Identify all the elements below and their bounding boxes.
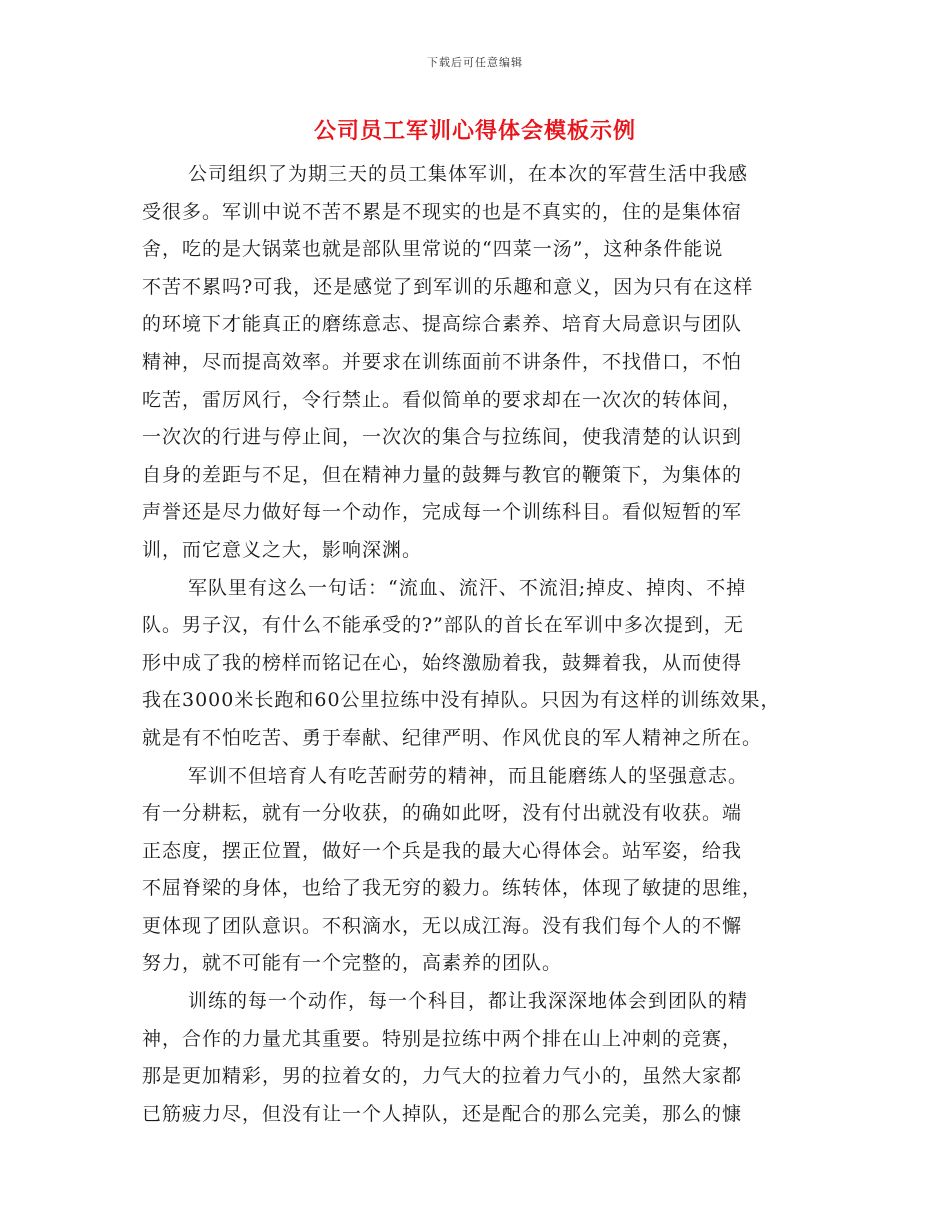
document-title: 公司员工军训心得体会模板示例 bbox=[313, 119, 636, 144]
text-line: 精神，尽而提高效率。并要求在训练面前不讲条件，不找借口，不怕 bbox=[142, 350, 743, 373]
text-line: 自身的差距与不足，但在精神力量的鼓舞与教官的鞭策下，为集体的 bbox=[142, 463, 743, 486]
text-line: 更体现了团队意识。不积滴水，无以成江海。没有我们每个人的不懈 bbox=[142, 914, 743, 937]
text-line: 舍，吃的是大锅菜也就是部队里常说的“四菜一汤”，这种条件能说 bbox=[142, 238, 724, 261]
text-line: 形中成了我的榜样而铭记在心，始终激励着我，鼓舞着我，从而使得 bbox=[142, 651, 743, 674]
text-line: 努力，就不可能有一个完整的，高素养的团队。 bbox=[142, 952, 563, 975]
text-line: 那是更加精彩，男的拉着女的，力气大的拉着力气小的，虽然大家都 bbox=[142, 1065, 743, 1088]
text-line: 声誉还是尽力做好每一个动作，完成每一个训练科目。看似短暂的军 bbox=[142, 501, 743, 524]
text-line: 训练的每一个动作，每一个科目，都让我深深地体会到团队的精 bbox=[188, 990, 749, 1013]
text-line: 队。男子汉，有什么不能承受的?”部队的首长在军训中多次提到，无 bbox=[142, 614, 744, 637]
text-line: 神，合作的力量尤其重要。特别是拉练中两个排在山上冲刺的竞赛， bbox=[142, 1027, 743, 1050]
text-line: 训，而它意义之大，影响深渊。 bbox=[142, 538, 423, 561]
text-line: 的环境下才能真正的磨练意志、提高综合素养、培育大局意识与团队 bbox=[142, 313, 743, 336]
text-line: 公司组织了为期三天的员工集体军训，在本次的军营生活中我感 bbox=[188, 163, 749, 185]
text-line: 我在3000米长跑和60公里拉练中没有掉队。只因为有这样的训练效果， bbox=[142, 689, 781, 712]
text-line: 吃苦，雷厉风行，令行禁止。看似简单的要求却在一次次的转体间， bbox=[142, 388, 743, 411]
text-line: 正态度，摆正位置，做好一个兵是我的最大心得体会。站军姿，给我 bbox=[142, 839, 743, 862]
page-header: 下载后可任意编辑 bbox=[427, 56, 523, 69]
text-line: 军队里有这么一句话：“流血、流汗、不流泪;掉皮、掉肉、不掉 bbox=[188, 576, 747, 599]
paragraph bbox=[142, 570, 822, 758]
paragraph bbox=[142, 983, 822, 1133]
text-line: 一次次的行进与停止间，一次次的集合与拉练间，使我清楚的认识到 bbox=[142, 426, 743, 449]
text-line: 军训不但培育人有吃苦耐劳的精神，而且能磨练人的坚强意志。 bbox=[188, 764, 749, 787]
text-line: 不屈脊梁的身体，也给了我无穷的毅力。练转体，体现了敏捷的思维， bbox=[142, 877, 763, 900]
paragraph bbox=[142, 758, 822, 984]
text-line: 已筋疲力尽，但没有让一个人掉队，还是配合的那么完美，那么的慷 bbox=[142, 1102, 743, 1125]
document-body bbox=[142, 156, 822, 1133]
paragraph bbox=[142, 156, 822, 570]
text-line: 受很多。军训中说不苦不累是不现实的也是不真实的，住的是集体宿 bbox=[142, 200, 743, 223]
text-line: 就是有不怕吃苦、勇于奉献、纪律严明、作风优良的军人精神之所在。 bbox=[142, 726, 763, 749]
text-line: 不苦不累吗?可我，还是感觉了到军训的乐趣和意义，因为只有在这样 bbox=[142, 275, 754, 298]
text-line: 有一分耕耘，就有一分收获，的确如此呀，没有付出就没有收获。端 bbox=[142, 802, 743, 825]
